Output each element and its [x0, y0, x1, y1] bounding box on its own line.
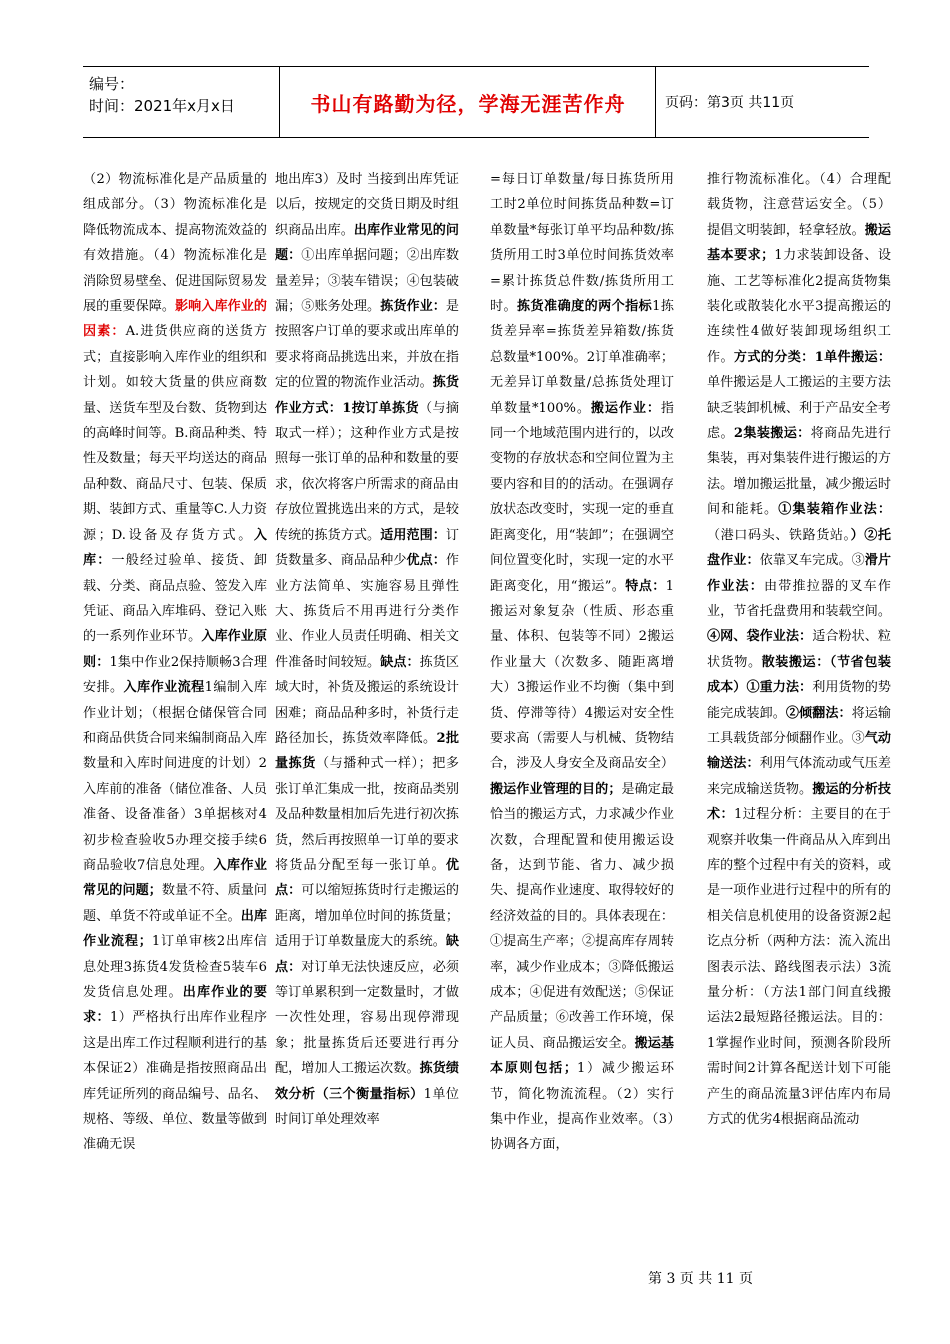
- text-run: 由带推拉器的叉车作业，节省托盘费用和装载空间。: [707, 578, 891, 619]
- number-label: 编号：: [89, 75, 135, 93]
- header-meta: [89, 73, 235, 117]
- page-footer: 第 3 页 共 11 页: [648, 1271, 753, 1287]
- text-run: 1集中作业2保持顺畅3合理安排。: [83, 654, 267, 696]
- heading-run: 搬运基本原则包括；: [490, 1035, 674, 1077]
- heading-run: 搬运作业：: [590, 400, 661, 416]
- text-run: 1过程分析：主要目的在于观察并收集一件商品从入库到出库的整个过程中有关的资料，或是一项作业进行过程中的所有的相关信息机使用的设备资源2起讫点分析（两种方法：流入流出图表示法、路线图表示法）3流量分析：（方法1部门间直线搬运法2最短路径搬运法。目的：1掌握作业时间，预测各阶段所需时间2计算各配送计划下可能产生的商品流量3评估库内布局方式的优劣4根据商品流动: [707, 807, 891, 1128]
- text-column-4: [707, 167, 891, 1249]
- heading-run: 出库作业的要求：: [83, 985, 267, 1026]
- heading-run: 入库作业流程: [123, 680, 205, 696]
- text-run: 对订单无法快速反应，必须等订单累积到一定数量时，才做一次性处理，容易出现停滞现象；批量拣货后还要进行再分配，增加人工搬运次数。: [275, 959, 459, 1077]
- text-run: =每日订单数量/每日拣货所用工时2单位时间拣货品种数=订单数量*每张订单平均品种数/拣货所用工时3单位时间拣货效率=累计拣货总件数/拣货所用工时。: [490, 172, 674, 315]
- text-run: 作业方法简单、实施容易且弹性大、拣货后不用再进行分类作业、作业人员责任明确、相关文件准备时间较短。: [275, 553, 459, 670]
- text-run: 1搬运对象复杂（性质、形态重量、体积、包装等不同）2搬运作业量大（次数多、随距离增大）3搬运作业不均衡（集中到货、停滞等待）4搬运对安全性要求高（需要人与机械、货物结合，涉及人身安全及商品安全）: [490, 578, 674, 772]
- text-run: 将商品先进行集装，再对集装件进行搬运的方法。增加搬运批量，减少搬运时间和能耗。: [707, 426, 891, 518]
- heading-run: 散装搬运：（节省包装成本）①重力法：: [707, 654, 891, 696]
- page-header: [83, 66, 869, 138]
- heading-run: 2集装搬运：: [733, 426, 811, 442]
- text-run: （2）物流标准化是产品质量的组成部分。（3）物流标准化是降低物流成本、提高物流效益的有效措施。（4）物流标准化是消除贸易壁垒、促进国际贸易发展的重要保障。: [83, 172, 267, 315]
- text-run: 将运输工具载货部分倾翻作业。③: [707, 705, 891, 746]
- text-run: （港口码头、铁路货站。: [707, 527, 851, 543]
- heading-run: ①集装箱作业法：: [778, 502, 891, 518]
- text-run: 1力求装卸设备、设施、工艺等标准化2提高货物集装化或散装化水平3提高搬运的连续性4做好装卸现场组织工作。: [707, 248, 891, 365]
- text-run: （与播种式一样）；把多张订单汇集成一批，按商品类别及品种数量相加后先进行初次拣货，然后再按照单一订单的要求将货品分配至每一张订单。: [275, 756, 459, 873]
- heading-run: ②倾翻法：: [785, 705, 852, 721]
- text-run: A.进货供应商的送货方式；直接影响入库作业的组织和计划。如较大货量的供应商数量、送货车型及台数、货物到达的高峰时间等。B.商品种类、特性及数量；每天平均送达的商品品种数、商品尺寸、包装、保质期、装卸方式、重量等C.人力资源；D.设备及存货方式。: [83, 324, 267, 543]
- text-run: 利用货物的势能完成装卸。: [707, 680, 891, 721]
- heading-run: 缺点：: [275, 934, 459, 975]
- text-run: 是确定最恰当的搬运方式，力求减少作业次数，合理配置和使用搬运设备，达到节能、省力、减少损失、提高作业速度、取得较好的经济效益的目的。具体表现在：①提高生产率；②提高库存周转率，减少作业成本；③降低搬运成本；④促进有效配送；⑤保证产品质量；⑥改善工作环境，保证人员、商品搬运安全。: [490, 781, 674, 1051]
- text-run: ①出库单据问题；②出库数量差异；③装车错误；④包装破漏；⑤账务处理。: [275, 248, 459, 315]
- text-column-2: [275, 167, 459, 1249]
- text-run: 1拣货差异率=拣货差异箱数/拣货总数量*100%。2订单准确率；无差异订单数量/总拣货处理订单数量*100%。: [490, 299, 674, 416]
- heading-run: 特点：: [625, 578, 666, 594]
- heading-run: 优点：: [275, 857, 459, 899]
- heading-run: 搬运的分析技术：: [707, 781, 891, 823]
- text-run: 1）严格执行出库作业程序这是出库工作过程顺利进行的基本保证2）准确是指按照商品出库凭证所列的商品编号、品名、规格、等级、单位、数量等做到准确无误: [83, 1010, 267, 1153]
- text-run: 指同一个地域范围内进行的，以改变物的存放状态和空间位置为主要内容和目的的活动。在强调存放状态改变时，实现一定的垂直距离变化，用“装卸”；在强调空间位置变化时，实现一定的水平距离变化，用“搬运”。: [490, 400, 674, 594]
- text-run: 1编制入库作业计划；（根据仓储保管合同和商品供货合同来编制商品入库数量和入库时间进度的计划）2入库前的准备（储位准备、人员准备、设备准备）3单据核对4初步检查验收5办理交接手续6商品验收7信息处理。: [83, 680, 267, 873]
- text-run: 数量不符、质量问题、单货不符或单证不全。: [83, 883, 267, 924]
- heading-run: 适用范围：: [380, 527, 446, 543]
- heading-run: 气动输送法：: [707, 730, 891, 772]
- heading-run: 出库作业常见的问题：: [275, 222, 459, 264]
- heading-run: 滑片作业法：: [707, 553, 891, 594]
- heading-run: 拣货作业：: [380, 299, 446, 315]
- heading-run: ）②托盘作业：: [707, 527, 891, 569]
- text-run: 适合粉状、粒状货物。: [707, 629, 891, 670]
- date-label: 时间：2021年x月x日: [89, 97, 235, 115]
- heading-run: 方式的分类：1单件搬运：: [733, 349, 891, 365]
- text-run: （与摘取式一样）；这种作业方式是按照每一张订单的品种和数量的要求，依次将客户所需求的商品由存放位置挑选出来的方式，是较传统的拣货方式。: [275, 400, 459, 543]
- text-run: 1订单审核2出库信息处理3拣货4发货检查5装车6发货信息处理。: [83, 934, 267, 1000]
- text-run: 1单位时间订单处理效率: [275, 1086, 459, 1128]
- heading-run: 入库：: [83, 527, 267, 569]
- heading-run: 入库作业常见的问题；: [83, 857, 267, 899]
- heading-run: ④网、袋作业法：: [707, 629, 813, 645]
- text-run: 是按照客户订单的要求或出库单的要求将商品挑选出来，并放在指定的位置的物流作业活动。: [275, 299, 459, 391]
- text-run: 单件搬运是人工搬运的主要方法缺乏装卸机械、利于产品安全考虑。: [707, 375, 891, 442]
- text-run: 推行物流标准化。（4）合理配载货物，注意营运安全。（5）提倡文明装卸，轻拿轻放。: [707, 172, 891, 238]
- heading-run: 搬运基本要求；: [707, 222, 891, 264]
- heading-run: 缺点：: [380, 654, 420, 670]
- text-column-1: [83, 167, 267, 1249]
- text-column-3: [490, 167, 674, 1249]
- text-run: 1）减少搬运环节，简化物流流程。（2）实行集中作业，提高作业效率。（3）协调各方面，: [490, 1061, 674, 1153]
- heading-run: 影响入库作业的因素：: [83, 299, 267, 340]
- text-run: 拣货区域大时，补货及搬运的系统设计困难；商品品种多时，补货行走路径加长，拣货效率降低。: [275, 654, 459, 746]
- heading-run: 优点：: [406, 553, 446, 569]
- header-page-number: 页码：第3页 共11页: [665, 95, 795, 111]
- heading-run: 拣货准确度的两个指标: [517, 299, 653, 315]
- heading-run: 出库作业流程；: [83, 908, 267, 950]
- heading-run: 搬运作业管理的目的；: [490, 781, 622, 797]
- text-run: 地出库3）及时 当接到出库凭证以后，按规定的交货日期及时组织商品出库。: [275, 172, 459, 238]
- heading-run: 拣货绩效分析（三个衡量指标）: [275, 1061, 459, 1102]
- heading-run: 入库作业原则：: [83, 629, 267, 670]
- header-motto: 书山有路勤为径，学海无涯苦作舟: [310, 91, 626, 116]
- text-run: 订货数量多、商品品种少: [275, 527, 459, 569]
- header-divider: [655, 67, 656, 137]
- heading-run: 2批量拣货: [275, 730, 459, 772]
- header-divider: [279, 67, 280, 137]
- text-run: 依靠叉车完成。③: [759, 553, 865, 569]
- text-run: 可以缩短拣货时行走搬运的距离，增加单位时间的拣货量；适用于订单数量庞大的系统。: [275, 883, 459, 950]
- text-run: 利用气体流动或气压差来完成输送货物。: [707, 756, 891, 797]
- text-run: 一般经过验单、接货、卸载、分类、商品点验、签发入库凭证、商品入库堆码、登记入账的一系列作业环节。: [83, 553, 267, 645]
- heading-run: 拣货作业方式：1按订单拣货: [275, 375, 459, 416]
